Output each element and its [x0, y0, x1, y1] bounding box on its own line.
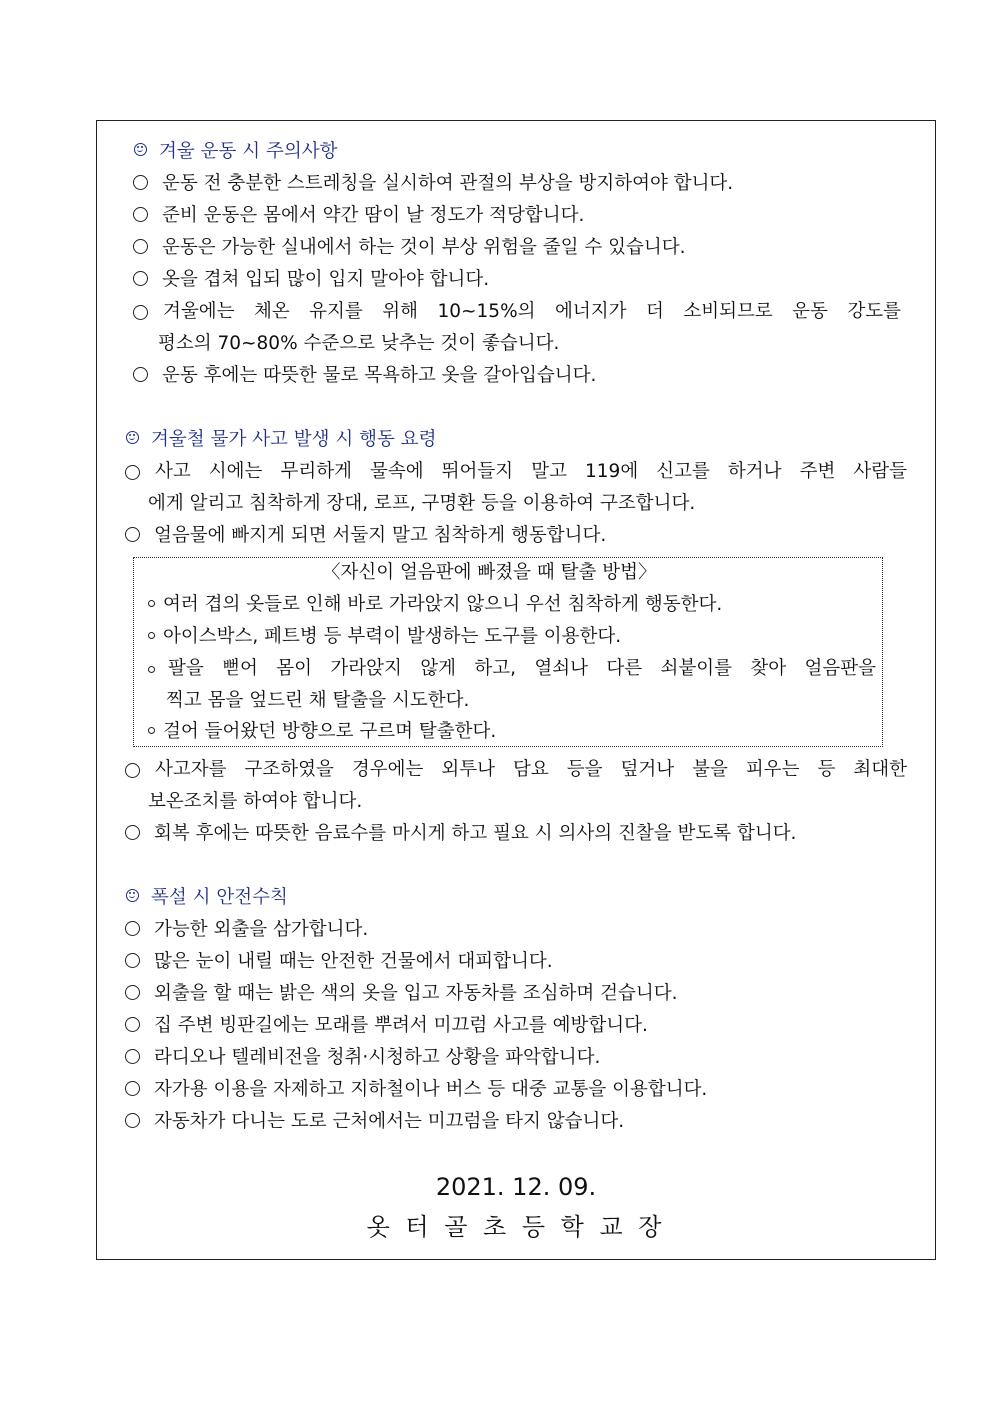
circle-bullet-icon: [125, 1017, 140, 1032]
box-title: 〈자신이 얼음판에 빠졌을 때 탈출 방법〉: [322, 562, 657, 583]
circle-bullet-icon: [133, 367, 148, 382]
list-item-continuation: 평소의 70~80% 수준으로 낮추는 것이 좋습니다.: [158, 333, 560, 354]
list-item: 자동차가 다니는 도로 근처에서는 미끄럼을 타지 않습니다.: [125, 1110, 624, 1134]
circle-bullet-icon: [125, 1049, 140, 1064]
circle-bullet-icon: [125, 825, 140, 840]
circle-bullet-icon: [133, 239, 148, 254]
list-item: 가능한 외출을 삼가합니다.: [125, 918, 368, 942]
circle-bullet-icon: [133, 271, 148, 286]
list-item: 준비 운동은 몸에서 약간 땀이 날 정도가 적당합니다.: [133, 204, 584, 228]
list-item: 회복 후에는 따뜻한 음료수를 마시게 하고 필요 시 의사의 진찰을 받도록 합니다.: [125, 822, 796, 846]
section2-title: 겨울철 물가 사고 발생 시 행동 요령: [151, 429, 437, 450]
list-item: 운동 후에는 따뜻한 물로 목욕하고 옷을 갈아입습니다.: [133, 364, 596, 388]
list-item-continuation: 에게 알리고 침착하게 장대, 로프, 구명환 등을 이용하여 구조합니다.: [148, 493, 696, 514]
smiley-icon: [134, 143, 147, 156]
list-item: 겨울에는 체온 유지를 위해 10~15%의 에너지가 더 소비되므로 운동 강도를: [133, 300, 901, 324]
escape-method-box: [133, 557, 883, 747]
list-item: 옷을 겹쳐 입되 많이 입지 말아야 합니다.: [133, 268, 489, 292]
box-item: 여러 겹의 옷들로 인해 바로 가라앉지 않으니 우선 침착하게 행동한다.: [148, 593, 722, 617]
small-circle-bullet-icon: [148, 632, 155, 639]
circle-bullet-icon: [125, 985, 140, 1000]
list-item: 라디오나 텔레비전을 청취·시청하고 상황을 파악합니다.: [125, 1046, 600, 1070]
list-item: 얼음물에 빠지게 되면 서둘지 말고 침착하게 행동합니다.: [125, 524, 606, 548]
circle-bullet-icon: [125, 763, 140, 778]
list-item: 운동은 가능한 실내에서 하는 것이 부상 위험을 줄일 수 있습니다.: [133, 236, 685, 260]
circle-bullet-icon: [125, 921, 140, 936]
circle-bullet-icon: [125, 527, 140, 542]
small-circle-bullet-icon: [148, 600, 155, 607]
list-item: 집 주변 빙판길에는 모래를 뿌려서 미끄럼 사고를 예방합니다.: [125, 1014, 648, 1038]
list-item: 자가용 이용을 자제하고 지하철이나 버스 등 대중 교통을 이용합니다.: [125, 1078, 707, 1102]
list-item: 외출을 할 때는 밝은 색의 옷을 입고 자동차를 조심하며 걷습니다.: [125, 982, 677, 1006]
section2-heading: [126, 428, 436, 452]
circle-bullet-icon: [125, 953, 140, 968]
section3-heading: [126, 886, 288, 910]
circle-bullet-icon: [133, 207, 148, 222]
small-circle-bullet-icon: [148, 666, 155, 673]
list-item: 많은 눈이 내릴 때는 안전한 건물에서 대피합니다.: [125, 950, 553, 974]
circle-bullet-icon: [125, 1113, 140, 1128]
list-item: 사고자를 구조하였을 경우에는 외투나 담요 등을 덮거나 불을 피우는 등 최대한: [125, 758, 907, 782]
list-item-continuation: 보온조치를 하여야 합니다.: [148, 791, 363, 812]
section3-title: 폭설 시 안전수칙: [151, 887, 288, 908]
section1-title: 겨울 운동 시 주의사항: [159, 141, 338, 162]
circle-bullet-icon: [125, 465, 140, 480]
small-circle-bullet-icon: [148, 727, 155, 734]
circle-bullet-icon: [133, 305, 148, 320]
smiley-icon: [126, 889, 139, 902]
smiley-icon: [126, 431, 139, 444]
principal-signature: 옷 터 골 초 등 학 교 장: [366, 1213, 666, 1241]
list-item: 사고 시에는 무리하게 물속에 뛰어들지 말고 119에 신고를 하거나 주변 사람들: [125, 460, 907, 484]
section1-heading: [134, 140, 337, 164]
box-item: 아이스박스, 페트병 등 부력이 발생하는 도구를 이용한다.: [148, 625, 621, 649]
list-item: 운동 전 충분한 스트레칭을 실시하여 관절의 부상을 방지하여야 합니다.: [133, 172, 733, 196]
circle-bullet-icon: [125, 1081, 140, 1096]
box-item: 걸어 들어왔던 방향으로 구르며 탈출한다.: [148, 720, 496, 744]
box-item-continuation: 찍고 몸을 엎드린 채 탈출을 시도한다.: [166, 690, 470, 711]
box-item: 팔을 뻗어 몸이 가라앉지 않게 하고, 열쇠나 다른 쇠붙이를 찾아 얼음판을: [148, 657, 876, 681]
circle-bullet-icon: [133, 175, 148, 190]
notice-date: 2021. 12. 09.: [435, 1173, 597, 1201]
